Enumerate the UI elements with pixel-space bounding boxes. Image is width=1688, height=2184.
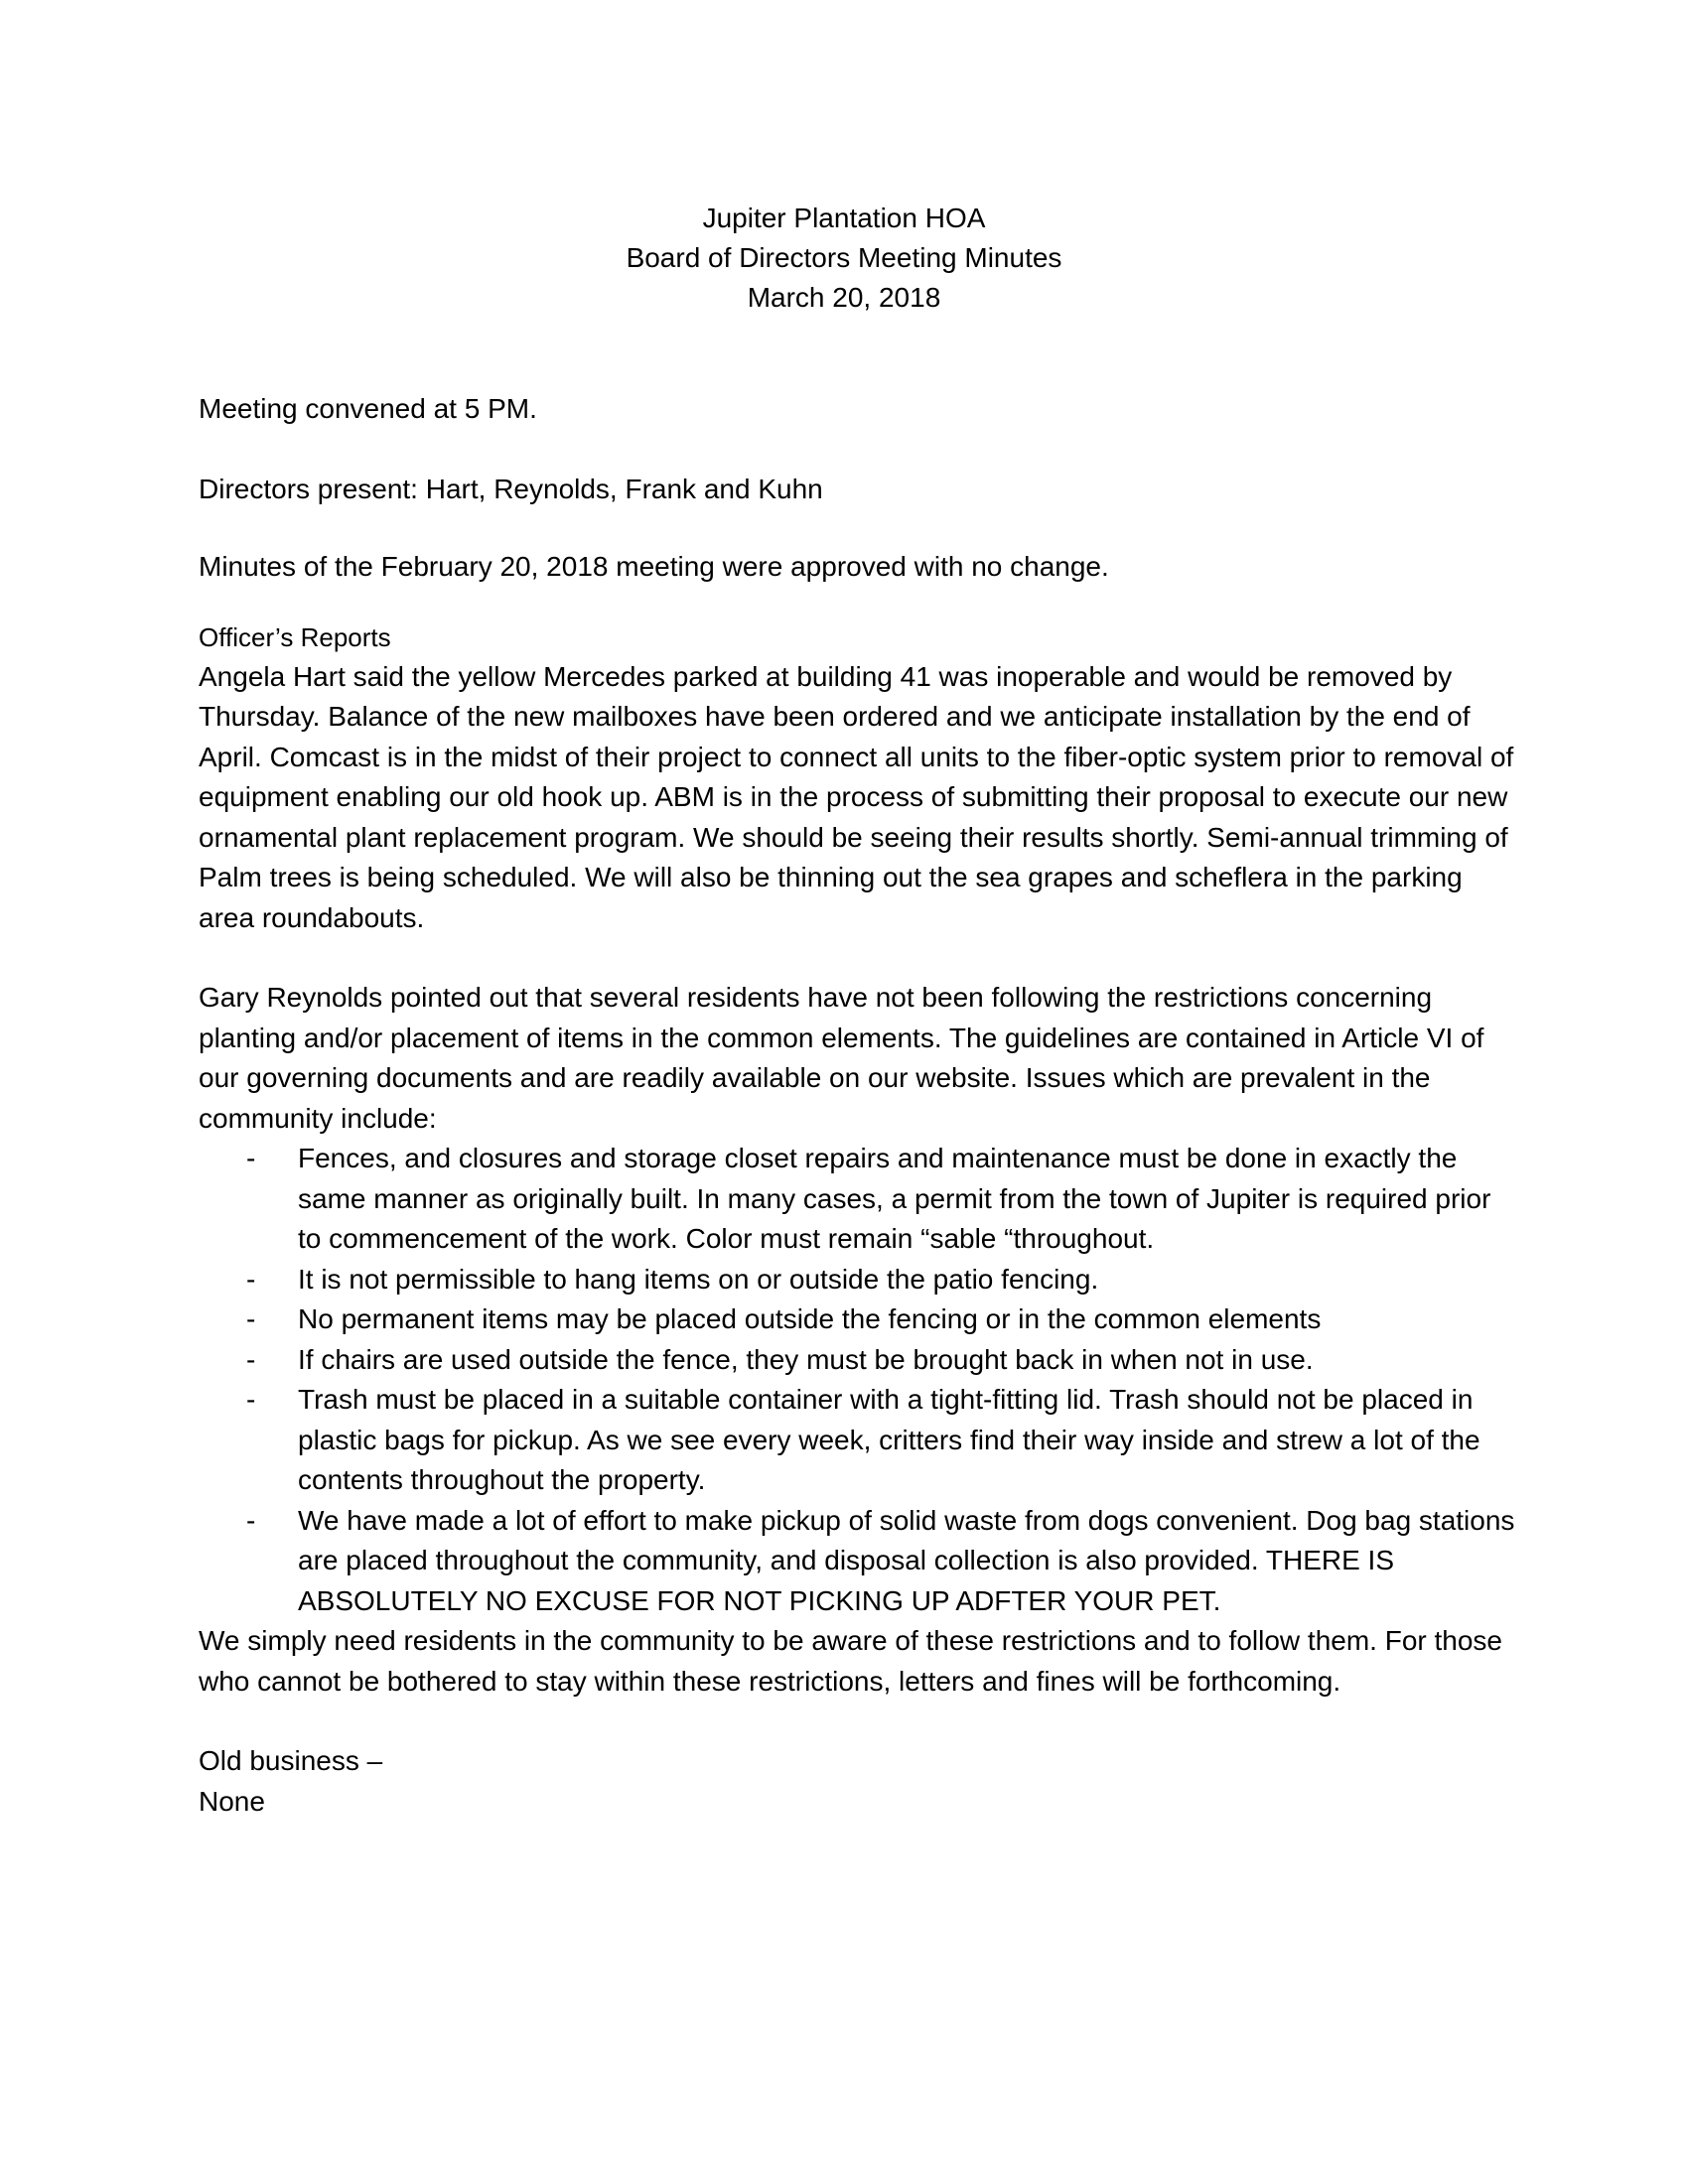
issue-text: Fences, and closures and storage closet repairs and maintenance must be done in exactly the same manner as originally built. In many cases, a permit from the town of Jupiter is required prior to commencement of the work. Color must remain “sable “throughout. [298, 1143, 1491, 1254]
document-title: Board of Directors Meeting Minutes [626, 242, 1062, 273]
minutes-approval: Minutes of the February 20, 2018 meeting were approved with no change. [199, 551, 1109, 582]
list-item [199, 1501, 1519, 1622]
convened-statement: Meeting convened at 5 PM. [199, 393, 537, 424]
issue-text: It is not permissible to hang items on or outside the patio fencing. [298, 1263, 1099, 1295]
organization-name: Jupiter Plantation HOA [702, 203, 986, 233]
list-item [199, 1380, 1519, 1501]
issue-text: If chairs are used outside the fence, they must be brought back in when not in use. [298, 1343, 1314, 1375]
bullet-dash: - [246, 1263, 256, 1295]
list-item [199, 1299, 1519, 1340]
old-business-section [199, 1741, 1519, 1822]
officers-reports-heading: Officer’s Reports [199, 621, 391, 652]
old-business-content: None [199, 1785, 265, 1817]
old-business-heading: Old business – [199, 1745, 383, 1776]
document-body [199, 389, 1519, 1822]
bullet-dash: - [246, 1303, 256, 1334]
bullet-dash: - [246, 1384, 256, 1415]
directors-present: Directors present: Hart, Reynolds, Frank and Kuhn [199, 473, 823, 504]
officers-reports-section [199, 617, 1519, 1703]
bullet-dash: - [246, 1343, 256, 1375]
meeting-date: March 20, 2018 [747, 282, 941, 313]
bullet-dash: - [246, 1504, 256, 1536]
issue-text: No permanent items may be placed outside the fencing or in the common elements [298, 1303, 1322, 1334]
issues-list [199, 1139, 1519, 1621]
closing-statement: We simply need residents in the community to be aware of these restrictions and to follow them. For those who cannot be bothered to stay within these restrictions, letters and fines will be forthcoming. [199, 1625, 1502, 1697]
issue-text: We have made a lot of effort to make pickup of solid waste from dogs convenient. Dog bag stations are placed throughout the community, and disposal collection is also provided. THERE IS ABSOLUTELY NO EXCUSE FOR NOT PICKING UP ADFTER YOUR PET. [298, 1504, 1515, 1616]
document-header [0, 199, 1688, 318]
list-item [199, 1260, 1519, 1300]
hart-report: Angela Hart said the yellow Mercedes parked at building 41 was inoperable and would be removed by Thursday. Balance of the new mailboxes have been ordered and we anticipate installation by the end of April. Comcast is in the midst of their project to connect all units to the fiber-optic system prior to removal of equipment enabling our old hook up. ABM is in the process of submitting their proposal to execute our new ornamental plant replacement program. We should be seeing their results shortly. Semi-annual trimming of Palm trees is being scheduled. We will also be thinning out the sea grapes and scheflera in the parking area roundabouts. [199, 660, 1514, 933]
list-item [199, 1139, 1519, 1260]
reynolds-intro: Gary Reynolds pointed out that several residents have not been following the restrictions concerning planting and/or placement of items in the common elements. The guidelines are contained in Article VI of our governing documents and are readily available on our website. Issues which are prevalent in the community include: [199, 982, 1484, 1134]
list-item [199, 1340, 1519, 1381]
bullet-dash: - [246, 1143, 256, 1173]
issue-text: Trash must be placed in a suitable container with a tight-fitting lid. Trash should not be placed in plastic bags for pickup. As we see every week, critters find their way inside and strew a lot of the contents throughout the property. [298, 1384, 1480, 1495]
